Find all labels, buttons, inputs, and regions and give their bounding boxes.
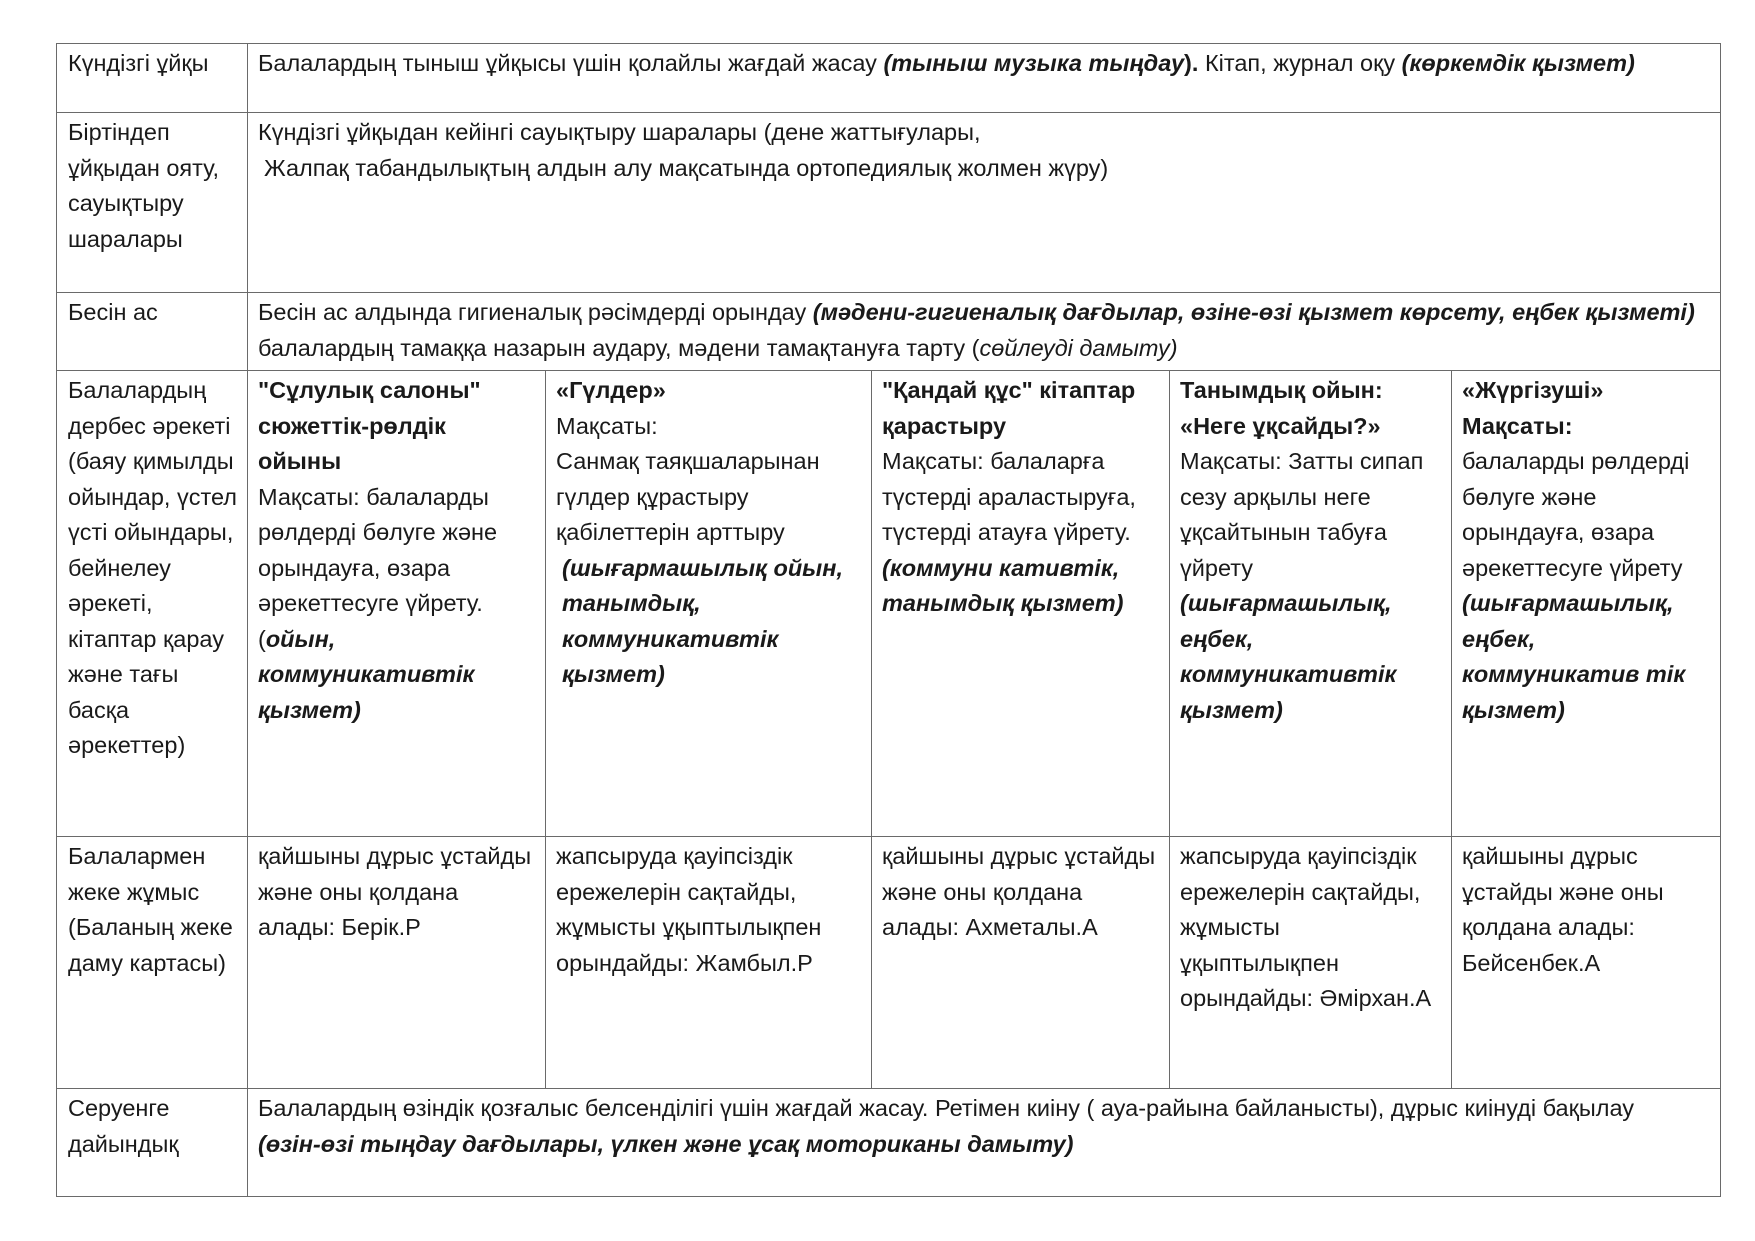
- snack-activity-tag: (мәдени-гигиеналық дағдылар, өзіне-өзі қызмет көрсету, еңбек қызметі): [812, 299, 1695, 325]
- snack-speech-tag: сөйлеуді дамыту): [979, 334, 1178, 361]
- activity-mon-title: "Сұлулық салоны" сюжеттік-рөлдік ойыны: [258, 377, 481, 474]
- row-label-walkprep: Серуенге дайындық: [57, 1089, 248, 1197]
- snack-text-2: балалардың тамаққа назарын аудару, мәдени тамақтануға тарту (: [258, 334, 980, 361]
- activity-thu-title: Танымдық ойын: «Неге ұқсайды?»: [1180, 377, 1383, 439]
- row-walkprep: [57, 1089, 1721, 1197]
- nap-description: [248, 44, 1721, 113]
- activity-mon-tag: ойын, коммуникативтік қызмет): [258, 625, 475, 723]
- activity-thu-tag: (шығармашылық, еңбек, коммуникативтік қызмет): [1180, 590, 1397, 723]
- snack-text-1: Бесін ас алдында гигиеналық рәсімдерді орындау: [258, 299, 813, 325]
- walkprep-line-1: Балалардың өзіндік қозғалыс белсенділігі үшін жағдай жасау. Ретімен киіну ( ауа-райына байланысты), дұрыс киінуді бақылау: [258, 1095, 1635, 1121]
- row-wakeup: [57, 113, 1721, 293]
- row-nap: [57, 44, 1721, 113]
- activity-tue-tag: (шығармашылық ойын, танымдық, коммуникативтік қызмет): [562, 554, 843, 687]
- activity-wed-title: "Қандай құс" кітаптар қарастыру: [882, 377, 1136, 439]
- activity-thu: [1170, 371, 1452, 837]
- activity-tue-goal-label: Мақсаты:: [556, 412, 658, 439]
- nap-text-2: Кітап, журнал оқу: [1204, 50, 1402, 76]
- individual-thu: жапсыруда қауіпсіздік ережелерін сақтайды, жұмысты ұқыптылықпен орындайды: Әмірхан.А: [1170, 837, 1452, 1089]
- row-label-individual: Балалармен жеке жұмыс (Баланың жеке даму картасы): [57, 837, 248, 1089]
- activity-mon-tag-open: (: [258, 625, 266, 652]
- activity-thu-goal: Мақсаты: Затты сипап сезу арқылы неге ұқсайтынын табуға үйрету: [1180, 448, 1424, 581]
- row-label-activity: Балалардың дербес әрекеті (баяу қимылды ойындар, үстел үсті ойындары, бейнелеу әрекеті, кітаптар қарау және тағы басқа әрекеттер): [57, 371, 248, 837]
- activity-mon: [248, 371, 546, 837]
- activity-mon-goal: Мақсаты: балаларды рөлдерді бөлуге және орындауға, өзара әрекеттесуге үйрету.: [258, 483, 498, 616]
- wakeup-description: [248, 113, 1721, 293]
- activity-fri: [1452, 371, 1721, 837]
- activity-fri-goal: балаларды рөлдерді бөлуге және орындауға, өзара әрекеттесуге үйрету: [1462, 448, 1690, 581]
- nap-music-note: (тыныш музыка тыңдау: [883, 50, 1185, 76]
- row-label-snack: Бесін ас: [57, 293, 248, 371]
- row-label-nap: Күндізгі ұйқы: [57, 44, 248, 113]
- activity-wed-goal: Мақсаты: балаларға түстерді араластыруға, түстерді атауға үйрету.: [882, 448, 1136, 545]
- nap-close: ).: [1184, 50, 1205, 76]
- nap-text-1: Балалардың тыныш ұйқысы үшін қолайлы жағдай жасау: [258, 50, 884, 76]
- wakeup-line-2: Жалпақ табандылықтың алдын алу мақсатында ортопедиялық жолмен жүру): [264, 154, 1109, 181]
- row-individual: [57, 837, 1721, 1089]
- activity-tue-title: «Гүлдер»: [556, 377, 666, 403]
- individual-tue: жапсыруда қауіпсіздік ережелерін сақтайды, жұмысты ұқыптылықпен орындайды: Жамбыл.Р: [546, 837, 872, 1089]
- row-label-wakeup: Біртіндеп ұйқыдан ояту, сауықтыру шаралары: [57, 113, 248, 293]
- wakeup-line-1: Күндізгі ұйқыдан кейінгі сауықтыру шаралары (дене жаттығулары,: [258, 119, 981, 145]
- activity-fri-tag: (шығармашылық, еңбек, коммуникатив тік қызмет): [1462, 590, 1686, 723]
- activity-wed-tag: (коммуни кативтік, танымдық қызмет): [882, 554, 1124, 616]
- activity-fri-goal-label: Мақсаты:: [1462, 412, 1573, 439]
- walkprep-activity-tag: (өзін-өзі тыңдау дағдылары, үлкен және ұсақ моториканы дамыту): [258, 1130, 1074, 1157]
- row-snack: [57, 293, 1721, 371]
- activity-fri-title: «Жүргізуші»: [1462, 377, 1604, 403]
- activity-tue: [546, 371, 872, 837]
- row-activity: [57, 371, 1721, 837]
- walkprep-description: [248, 1089, 1721, 1197]
- daily-plan-table: [56, 43, 1721, 1197]
- nap-activity-tag: (көркемдік қызмет): [1401, 50, 1635, 76]
- individual-wed: қайшыны дұрыс ұстайды және оны қолдана алады: Ахметалы.А: [872, 837, 1170, 1089]
- individual-mon: қайшыны дұрыс ұстайды және оны қолдана алады: Берік.Р: [248, 837, 546, 1089]
- activity-tue-goal: Санмақ таяқшаларынан гүлдер құрастыру қабілеттерін арттыру: [556, 448, 820, 545]
- activity-wed: [872, 371, 1170, 837]
- individual-fri: қайшыны дұрыс ұстайды және оны қолдана алады: Бейсенбек.А: [1452, 837, 1721, 1089]
- snack-description: [248, 293, 1721, 371]
